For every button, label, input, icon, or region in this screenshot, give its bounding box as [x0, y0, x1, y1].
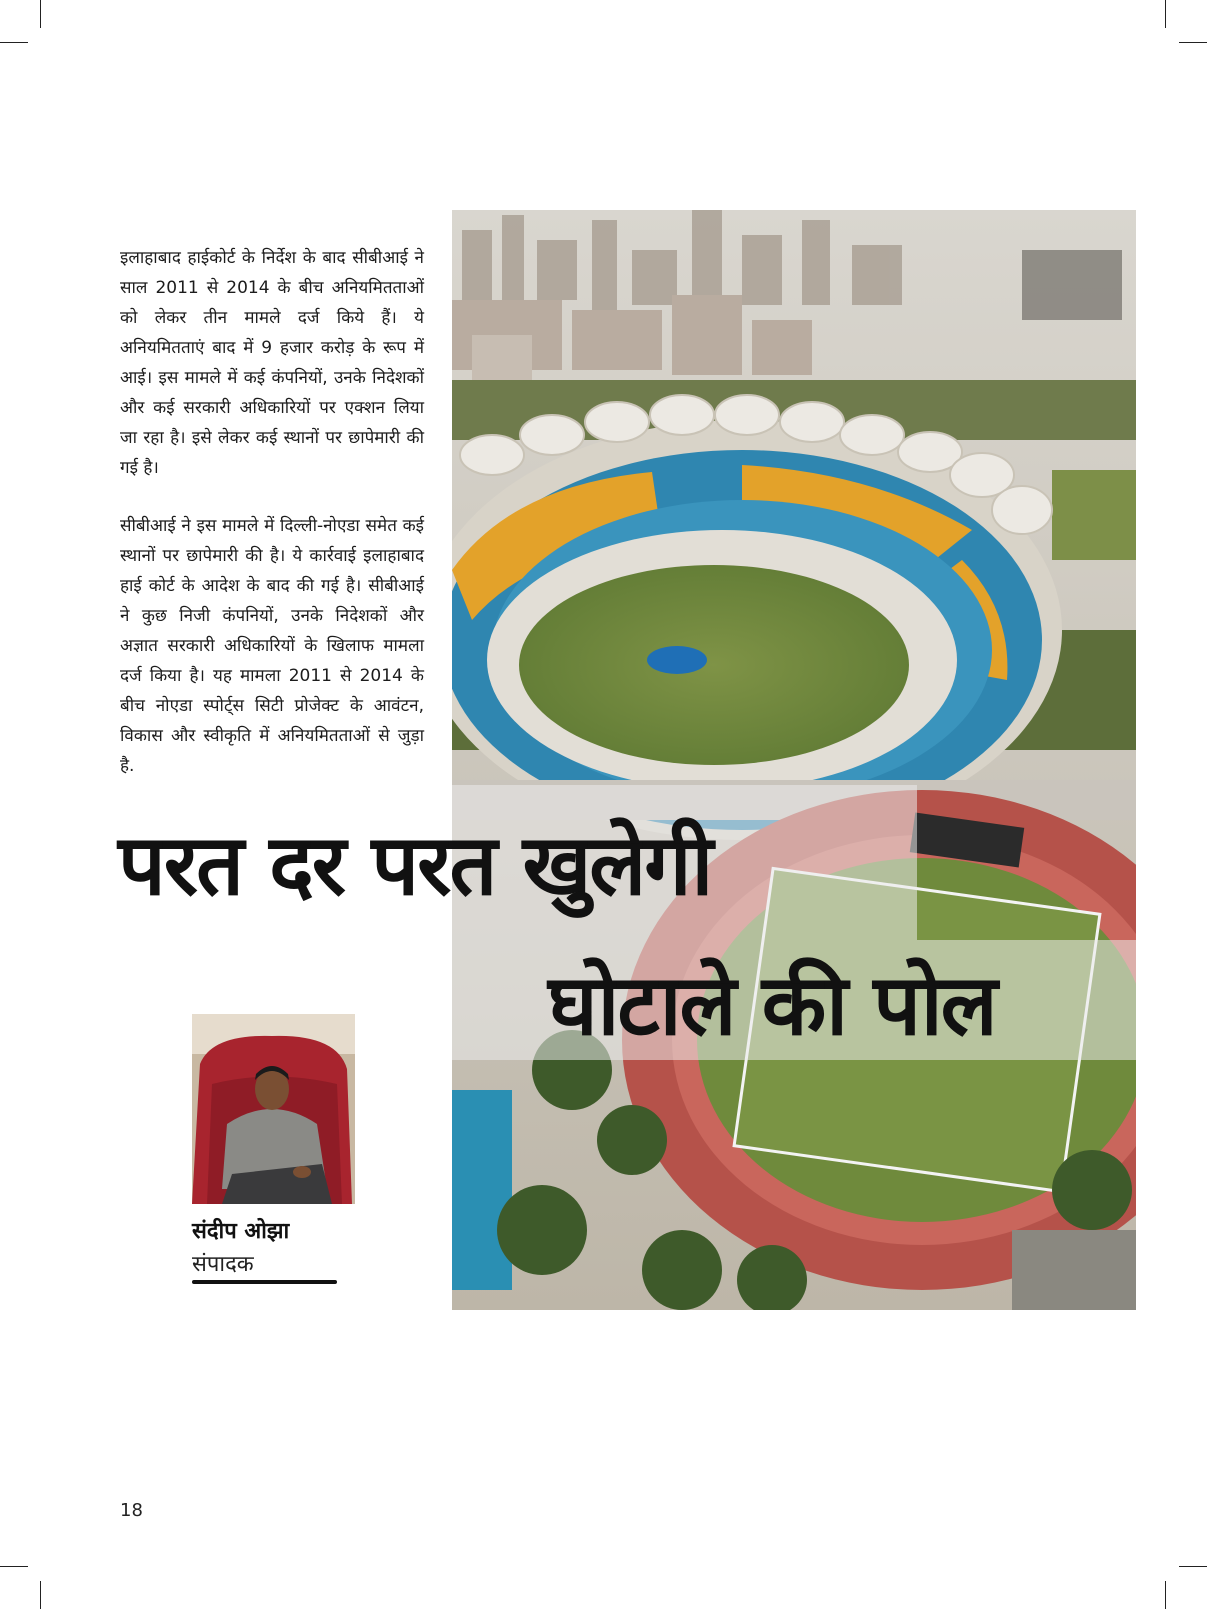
crop-mark-bottom-left-h	[0, 1566, 28, 1567]
article-body	[120, 243, 424, 809]
crop-mark-top-left-v	[40, 0, 41, 28]
crop-mark-top-right-v	[1165, 0, 1166, 28]
author-name: संदीप ओझा	[192, 1219, 290, 1244]
crop-mark-bottom-right-h	[1179, 1566, 1207, 1567]
crop-mark-bottom-right-v	[1165, 1581, 1166, 1609]
author-underline	[192, 1280, 337, 1284]
author-role: संपादक	[192, 1252, 254, 1277]
crop-mark-top-left-h	[0, 42, 28, 43]
page-number: 18	[120, 1500, 143, 1521]
author-photo	[192, 1014, 355, 1204]
article-paragraph-1: इलाहाबाद हाईकोर्ट के निर्देश के बाद सीबीआई ने साल 2011 से 2014 के बीच अनियमितताओं को लेकर तीन मामले दर्ज किये हैं। ये अनियमितताएं बाद में 9 हजार करोड़ के रूप में आई। इस मामले में कई कंपनियों, उनके निदेशकों और कई सरकारी अधिकारियों पर एक्शन लिया जा रहा है। इसे लेकर कई स्थानों पर छापेमारी की गई है।	[120, 248, 424, 478]
crop-mark-bottom-left-v	[40, 1581, 41, 1609]
article-paragraph-2: सीबीआई ने इस मामले में दिल्ली-नोएडा समेत कई स्थानों पर छापेमारी की है। ये कार्रवाई इलाहाबाद हाई कोर्ट के आदेश के बाद की गई है। सीबीआई ने कुछ निजी कंपनियों, उनके निदेशकों और अज्ञात सरकारी अधिकारियों के खिलाफ मामला दर्ज किया है। यह मामला 2011 से 2014 के बीच नोएडा स्पोर्ट्स सिटी प्रोजेक्ट के आवंटन, विकास और स्वीकृति में अनियमितताओं से जुड़ा है.	[120, 516, 424, 776]
headline-line-1: परत दर परत खुलेगी	[118, 816, 712, 914]
stadium-photo	[452, 210, 1136, 1310]
crop-mark-top-right-h	[1179, 42, 1207, 43]
headline-line-2: घोटाले की पोल	[548, 956, 996, 1054]
